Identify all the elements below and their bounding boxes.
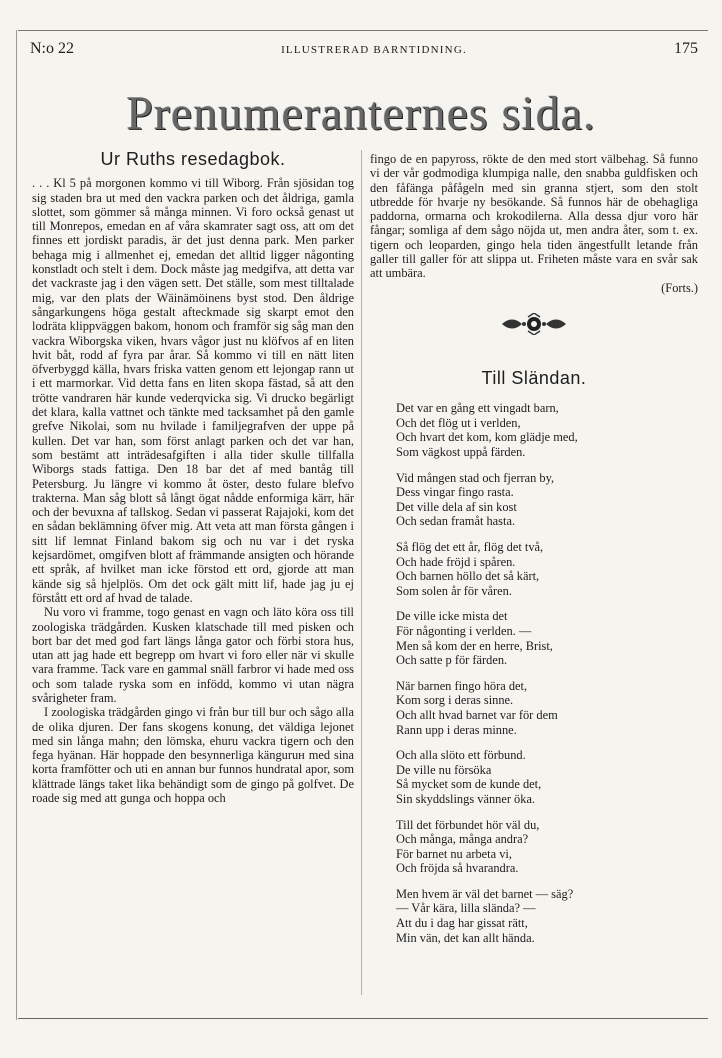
poem-stanza <box>396 748 698 806</box>
poem-line: Som solen år för våren. <box>396 583 512 598</box>
poem-line: Att du i dag har gissat rätt, <box>396 916 528 931</box>
poem-line: Kom sorg i deras sinne. <box>396 693 514 708</box>
poem-stanza <box>396 401 698 459</box>
poem-line: Och hvart det kom, kom glädje med, <box>396 430 578 445</box>
article-title: Ur Ruths resedagbok. <box>100 149 286 169</box>
poem-line: För någonting i verlden. — <box>396 623 532 638</box>
poem-stanza <box>396 679 698 737</box>
publication-name: ILLUSTRERAD BARNTIDNING. <box>281 44 467 56</box>
continued-note: (Forts.) <box>661 280 698 295</box>
poem-title: Till Sländan. <box>481 367 587 388</box>
poem-line: Men hvem är väl det barnet — säg? <box>396 886 574 901</box>
poem-line: Och barnen höllo det så kärt, <box>396 569 540 584</box>
poem-line: Och många, många andra? <box>396 832 529 847</box>
poem-line: De ville nu försöka <box>396 762 492 777</box>
running-header <box>30 40 698 62</box>
article-paragraph: . . . Kl 5 på morgonen kommo vi till Wiborg. Från sjösidan tog sig staden bra ut med den vackra parken och det åldriga, gamla slottet, som gömmer så många minnen. Vi foro också genast ut till Monrepos, emedan en af våra skamrater sagt oss, att om det finnes ett jordiskt paradis, är det just denna park. Men parker behaga mig i allmenhet ej, emedan det alltid ligger någonting konstladt och stelt i dem. Dock måste jag medgifva, att detta var det vackraste jag i den vägen sett. Det ställe, som mest tilltalade mig, var den plats der Wäinämöinens byst stod. Den åldrige sångarkungens höga gestalt afteckmade sig skarpt emot den lodräta klippväggen bakom, honom och framför sig såg man den vackra Wiborgska viken, hvars vågor just nu klöfvos af en liten hvit båt, rodd af fyra par årar. Så kommo vi till en nätt liten öfverbyggd källa, hvars friska vatten genom ett lejongap rann ut i ett marmorkar. Vid detta fans en liten skopa fästad, så att den trötte vandraren här kunde vederqvicka sig. Vi drucko begärligt det klara, kalla vattnet och tänkte med tacksamhet på den gamle grefve Nikolai, som nu hvilade i familjegrafven der uppe på kullen. Det var han, som först anlagt parken och det var han, som bestämt att inträdesafgiften i alla tider skulle tillfalla Wiborgs stads fattiga. Den 18 bar det af med bantåg till Petersburg. Ju längre vi kommo åt öster, desto fulare blefvo trakterna. Man såg blott så långt ögat nådde enformiga kärr, här och der bevuxna af tallskog. Sedan vi passerat Rajajoki, kom det en sådan beklämning öfver mig. Att veta att man första gången i sitt lif lemnat Finland bakom sig och nu var i det ryska kejsardömet, omgifven blott af främmande ansigten och hörande ett språk, af hvilket man icke förstod ett ord, gjorde att man kände sig så hjelplös. Om det ock gält mitt lif, hade jag ju ej förstått ett ord af hvad de talade. <box>32 176 354 605</box>
column-divider <box>361 150 362 995</box>
poem-line: Och sedan framåt hasta. <box>396 514 516 529</box>
poem-line: Så flög det ett år, flög det två, <box>396 540 544 555</box>
poem-line: Rann upp i deras minne. <box>396 722 517 737</box>
poem-line: Vid mången stad och fjerran by, <box>396 470 555 485</box>
poem-line: Och det flög ut i verlden, <box>396 415 521 430</box>
poem-line: — Vår kära, lilla slända? — <box>396 901 536 916</box>
poem-line: Sin skyddslings vänner öka. <box>396 791 536 806</box>
poem-line: Dess vingar fingo rasta. <box>396 485 514 500</box>
ornament-divider <box>498 313 570 335</box>
article-continuation: fingo de en papyross, rökte de den med stort välbehag. Så funno vi der vår godmodiga klumpiga nalle, den snabba guldfisken och den fåfänga påfågeln med sin granna stjert, som den stolt utbredde för hvarje ny besökande. Så funnos här de obehagliga paddorna, ormarna och krokodilerna. Alla dessa djur voro här fångar; somliga af dem sågo nöjda ut, men andra åter, som t. ex. tigern och leoparden, gingo hela tiden ängestfullt letande från galler till galler för att slippa ut. Friheten måste vara en svår sak att umbära. <box>370 152 698 281</box>
poem-line: Och hade fröjd i spåren. <box>396 554 516 569</box>
poem-line: När barnen fingo höra det, <box>396 678 528 693</box>
poem-line: Det ville dela af sin kost <box>396 499 517 514</box>
page-title: Prenumeranternes sida. <box>126 87 596 140</box>
poem-line: Och allt hvad barnet var för dem <box>396 707 558 722</box>
poem-line: Som vägkost uppå färden. <box>396 445 526 460</box>
article-paragraph: Nu voro vi framme, togo genast en vagn och läto köra oss till zoologiska trädgården. Kusken klatschade till med pisken och bort bar det med god fart längs långa gator och förbi stora hus, utan att jag hade ett begrepp om hvart vi foro eller när vi skulle vara framme. Tack vare en gammal snäll farbror vi hade med oss och som talade ryska som en infödd, kommo vi utan nägra svårigheter fram. <box>32 605 354 705</box>
poem-stanza <box>396 540 698 598</box>
poem-line: Och satte p för färden. <box>396 653 508 668</box>
issue-number: N:o 22 <box>30 40 74 57</box>
poem-stanza <box>396 887 698 945</box>
poem-line: Det var en gång ett vingadt barn, <box>396 401 559 416</box>
page-number: 175 <box>673 40 698 57</box>
poem-stanza <box>396 818 698 876</box>
poem-line: Till det förbundet hör väl du, <box>396 817 540 832</box>
poem-line: Men så kom der en herre, Brist, <box>396 638 553 653</box>
poem-stanza <box>396 609 698 667</box>
bottom-rule <box>18 1018 708 1019</box>
poem-line: Min vän, det kan allt hända. <box>396 930 535 945</box>
poem-line: För barnet nu arbeta vi, <box>396 846 512 861</box>
poem-line: Och fröjda så hvarandra. <box>396 861 519 876</box>
article-paragraph: I zoologiska trädgården gingo vi från bur till bur och sågo alla de olika djuren. Der fans skogens konung, det väldiga lejonet med sin långa mahn; den lömska, ehuru vackra tigern och den fega hyänan. Här hoppade den besynnerliga känguruн med sina korta framfötter och uti en annan bur funnos hundratal apor, som klättrade längs taket lika behändigt som de gingo på golfvet. De roade sig med att gunga och hoppa och <box>32 705 354 806</box>
poem-stanza <box>396 471 698 529</box>
poem-line: De ville icke mista det <box>396 609 508 624</box>
poem-line: Så mycket som de kunde det, <box>396 777 542 792</box>
top-rule <box>18 30 708 31</box>
poem-line: Och alla slöto ett förbund. <box>396 748 526 763</box>
left-column <box>32 150 354 805</box>
right-column <box>370 152 698 956</box>
